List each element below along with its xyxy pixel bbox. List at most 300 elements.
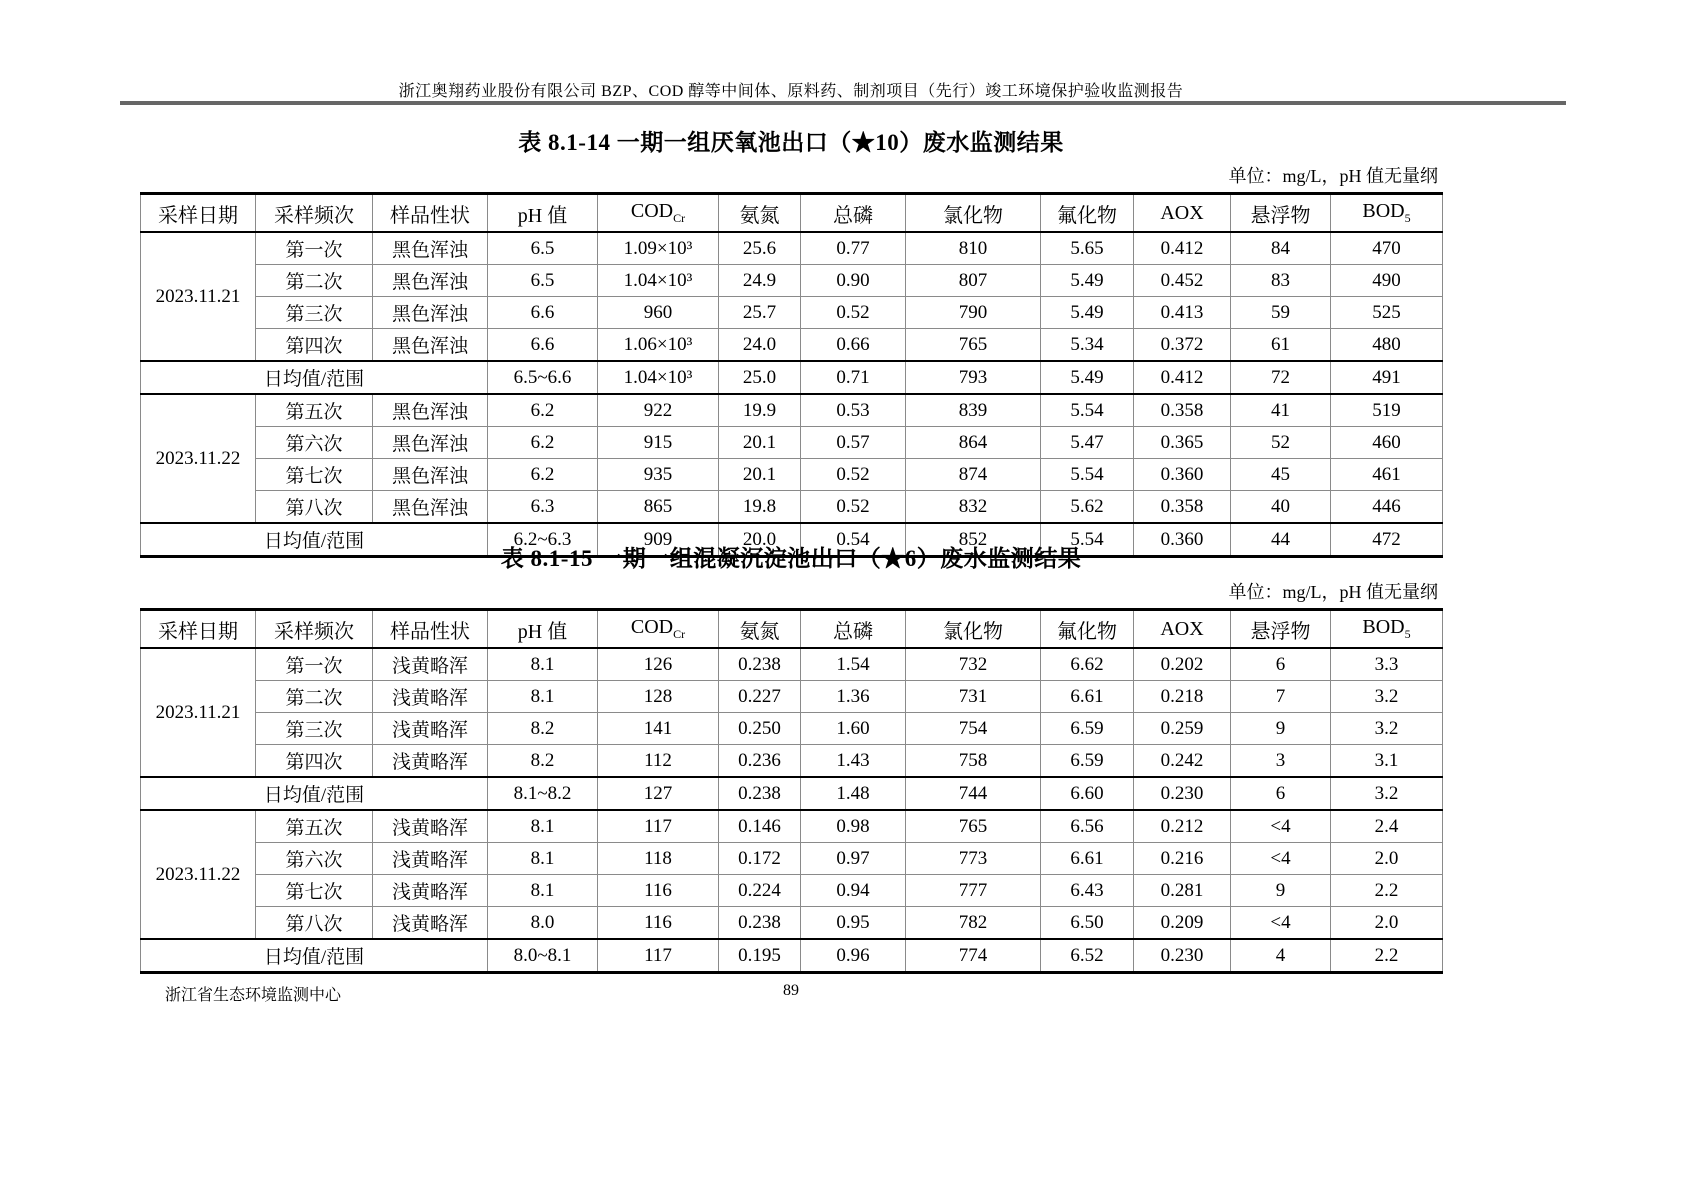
- value-cell: 黑色浑浊: [373, 491, 488, 524]
- value-cell: 0.202: [1134, 648, 1231, 681]
- footer-organization: 浙江省生态环境监测中心: [165, 987, 342, 1004]
- value-cell: 472: [1331, 523, 1443, 557]
- table1-unit-note: 单位：mg/L，pH 值无量纲: [1228, 166, 1438, 186]
- column-header: [141, 194, 256, 233]
- table-8-1-14-section: [140, 124, 1442, 558]
- value-cell: 461: [1331, 459, 1443, 491]
- value-cell: 0.94: [801, 875, 906, 907]
- value-cell: 浅黄略浑: [373, 907, 488, 940]
- column-header: [256, 610, 373, 649]
- column-header: [1134, 194, 1231, 233]
- column-header: [373, 194, 488, 233]
- column-header-label: COD: [630, 200, 674, 222]
- value-cell: 2.0: [1331, 843, 1443, 875]
- value-cell: 116: [598, 907, 719, 940]
- value-cell: 黑色浑浊: [373, 394, 488, 427]
- value-cell: 25.7: [719, 297, 801, 329]
- value-cell: 第二次: [256, 681, 373, 713]
- value-cell: 6.6: [488, 297, 598, 329]
- average-label-cell: 日均值/范围: [141, 777, 488, 810]
- column-header: [488, 610, 598, 649]
- value-cell: 758: [906, 745, 1041, 778]
- average-label-cell: 日均值/范围: [141, 361, 488, 394]
- value-cell: 4: [1231, 939, 1331, 973]
- value-cell: 浅黄略浑: [373, 810, 488, 843]
- value-cell: 8.1~8.2: [488, 777, 598, 810]
- value-cell: 20.0: [719, 523, 801, 557]
- value-cell: 852: [906, 523, 1041, 557]
- value-cell: 765: [906, 810, 1041, 843]
- column-header-label: 氯化物: [943, 620, 1003, 643]
- value-cell: 第二次: [256, 265, 373, 297]
- value-cell: 6.62: [1041, 648, 1134, 681]
- wastewater-monitoring-table-2: [140, 608, 1443, 974]
- value-cell: 0.224: [719, 875, 801, 907]
- sample-row: [141, 427, 1443, 459]
- value-cell: 6.5: [488, 232, 598, 265]
- value-cell: 491: [1331, 361, 1443, 394]
- value-cell: 116: [598, 875, 719, 907]
- column-header-label: 氯化物: [943, 204, 1003, 227]
- value-cell: 6: [1231, 648, 1331, 681]
- page-number: 89: [783, 982, 799, 999]
- value-cell: 3.2: [1331, 681, 1443, 713]
- average-label-cell: 日均值/范围: [141, 523, 488, 557]
- sample-row: [141, 713, 1443, 745]
- value-cell: 第七次: [256, 875, 373, 907]
- value-cell: 5.47: [1041, 427, 1134, 459]
- value-cell: <4: [1231, 810, 1331, 843]
- column-header-label: 氨氮: [739, 620, 780, 643]
- value-cell: 45: [1231, 459, 1331, 491]
- sample-row: [141, 810, 1443, 843]
- column-header-label: BOD: [1362, 200, 1405, 222]
- value-cell: 2.0: [1331, 907, 1443, 940]
- value-cell: 8.1: [488, 810, 598, 843]
- column-header-label: pH 值: [517, 204, 568, 227]
- value-cell: 5.54: [1041, 459, 1134, 491]
- value-cell: 1.60: [801, 713, 906, 745]
- value-cell: 0.77: [801, 232, 906, 265]
- value-cell: 25.6: [719, 232, 801, 265]
- value-cell: 128: [598, 681, 719, 713]
- value-cell: 0.413: [1134, 297, 1231, 329]
- value-cell: 0.95: [801, 907, 906, 940]
- daily-average-row: [141, 361, 1443, 394]
- value-cell: 83: [1231, 265, 1331, 297]
- value-cell: 0.358: [1134, 491, 1231, 524]
- value-cell: 1.04×10³: [598, 265, 719, 297]
- value-cell: 765: [906, 329, 1041, 362]
- sampling-date-cell: 2023.11.22: [141, 394, 256, 523]
- table2-unit-note: 单位：mg/L，pH 值无量纲: [1228, 582, 1438, 602]
- sample-row: [141, 648, 1443, 681]
- value-cell: 6.43: [1041, 875, 1134, 907]
- column-header: [373, 610, 488, 649]
- value-cell: 0.195: [719, 939, 801, 973]
- value-cell: 525: [1331, 297, 1443, 329]
- column-header-label: 采样日期: [158, 620, 238, 643]
- value-cell: 3.1: [1331, 745, 1443, 778]
- value-cell: 5.62: [1041, 491, 1134, 524]
- value-cell: 0.52: [801, 297, 906, 329]
- value-cell: 2.2: [1331, 939, 1443, 973]
- value-cell: 3.3: [1331, 648, 1443, 681]
- value-cell: 0.250: [719, 713, 801, 745]
- value-cell: 8.1: [488, 875, 598, 907]
- value-cell: 0.96: [801, 939, 906, 973]
- value-cell: 832: [906, 491, 1041, 524]
- value-cell: 6.6: [488, 329, 598, 362]
- column-header: [598, 194, 719, 233]
- value-cell: 8.0~8.1: [488, 939, 598, 973]
- value-cell: 2.4: [1331, 810, 1443, 843]
- value-cell: 0.227: [719, 681, 801, 713]
- value-cell: 126: [598, 648, 719, 681]
- value-cell: 519: [1331, 394, 1443, 427]
- column-header-label: AOX: [1160, 617, 1204, 640]
- value-cell: 6.2: [488, 394, 598, 427]
- value-cell: 0.218: [1134, 681, 1231, 713]
- value-cell: 25.0: [719, 361, 801, 394]
- value-cell: 黑色浑浊: [373, 329, 488, 362]
- value-cell: 874: [906, 459, 1041, 491]
- column-header-label: 采样频次: [274, 620, 354, 643]
- value-cell: 第五次: [256, 810, 373, 843]
- value-cell: 0.98: [801, 810, 906, 843]
- value-cell: 5.49: [1041, 361, 1134, 394]
- value-cell: 5.54: [1041, 394, 1134, 427]
- value-cell: 1.04×10³: [598, 361, 719, 394]
- value-cell: 第八次: [256, 907, 373, 940]
- value-cell: 7: [1231, 681, 1331, 713]
- value-cell: 865: [598, 491, 719, 524]
- value-cell: 9: [1231, 713, 1331, 745]
- value-cell: 61: [1231, 329, 1331, 362]
- value-cell: 24.9: [719, 265, 801, 297]
- value-cell: 6.60: [1041, 777, 1134, 810]
- value-cell: 8.2: [488, 745, 598, 778]
- column-header: [719, 610, 801, 649]
- value-cell: 117: [598, 810, 719, 843]
- value-cell: 第六次: [256, 843, 373, 875]
- value-cell: 446: [1331, 491, 1443, 524]
- value-cell: 0.146: [719, 810, 801, 843]
- value-cell: 807: [906, 265, 1041, 297]
- value-cell: 0.216: [1134, 843, 1231, 875]
- value-cell: 2.2: [1331, 875, 1443, 907]
- value-cell: 0.212: [1134, 810, 1231, 843]
- column-header: [1231, 610, 1331, 649]
- value-cell: 909: [598, 523, 719, 557]
- value-cell: 732: [906, 648, 1041, 681]
- value-cell: 0.238: [719, 907, 801, 940]
- value-cell: 第三次: [256, 297, 373, 329]
- value-cell: 744: [906, 777, 1041, 810]
- column-header: [256, 194, 373, 233]
- sample-row: [141, 491, 1443, 524]
- value-cell: 19.8: [719, 491, 801, 524]
- value-cell: 6.50: [1041, 907, 1134, 940]
- value-cell: 112: [598, 745, 719, 778]
- value-cell: 20.1: [719, 459, 801, 491]
- sample-row: [141, 297, 1443, 329]
- value-cell: 0.71: [801, 361, 906, 394]
- value-cell: 6.52: [1041, 939, 1134, 973]
- value-cell: 6.59: [1041, 713, 1134, 745]
- value-cell: 127: [598, 777, 719, 810]
- value-cell: 6.2~6.3: [488, 523, 598, 557]
- value-cell: 731: [906, 681, 1041, 713]
- value-cell: 1.43: [801, 745, 906, 778]
- column-header-label: 总磷: [833, 620, 873, 643]
- value-cell: 0.66: [801, 329, 906, 362]
- value-cell: 0.54: [801, 523, 906, 557]
- sample-row: [141, 232, 1443, 265]
- value-cell: 0.372: [1134, 329, 1231, 362]
- value-cell: <4: [1231, 907, 1331, 940]
- value-cell: 24.0: [719, 329, 801, 362]
- column-header: [1041, 194, 1134, 233]
- value-cell: 第四次: [256, 745, 373, 778]
- value-cell: 浅黄略浑: [373, 681, 488, 713]
- column-header-row: [141, 610, 1443, 649]
- value-cell: 第八次: [256, 491, 373, 524]
- value-cell: 0.230: [1134, 939, 1231, 973]
- value-cell: 黑色浑浊: [373, 265, 488, 297]
- value-cell: 第三次: [256, 713, 373, 745]
- value-cell: 0.412: [1134, 232, 1231, 265]
- sample-row: [141, 907, 1443, 940]
- value-cell: 0.209: [1134, 907, 1231, 940]
- column-header: [906, 194, 1041, 233]
- value-cell: 44: [1231, 523, 1331, 557]
- value-cell: 118: [598, 843, 719, 875]
- daily-average-row: [141, 939, 1443, 973]
- column-header-label: 氟化物: [1057, 204, 1117, 227]
- value-cell: 1.48: [801, 777, 906, 810]
- value-cell: 0.259: [1134, 713, 1231, 745]
- value-cell: 20.1: [719, 427, 801, 459]
- value-cell: 0.52: [801, 491, 906, 524]
- column-header-label: COD: [630, 616, 674, 638]
- value-cell: 6.3: [488, 491, 598, 524]
- value-cell: 922: [598, 394, 719, 427]
- column-header: [1231, 194, 1331, 233]
- value-cell: 0.236: [719, 745, 801, 778]
- column-header: [906, 610, 1041, 649]
- value-cell: 960: [598, 297, 719, 329]
- value-cell: 黑色浑浊: [373, 427, 488, 459]
- sampling-date-cell: 2023.11.22: [141, 810, 256, 939]
- value-cell: 59: [1231, 297, 1331, 329]
- value-cell: 5.65: [1041, 232, 1134, 265]
- column-header: [598, 610, 719, 649]
- value-cell: 810: [906, 232, 1041, 265]
- value-cell: 0.360: [1134, 459, 1231, 491]
- column-header-label: 采样频次: [274, 204, 354, 227]
- value-cell: 8.1: [488, 843, 598, 875]
- value-cell: 117: [598, 939, 719, 973]
- sample-row: [141, 745, 1443, 778]
- column-header: [1041, 610, 1134, 649]
- value-cell: 5.49: [1041, 265, 1134, 297]
- value-cell: 0.238: [719, 648, 801, 681]
- value-cell: 1.09×10³: [598, 232, 719, 265]
- column-header-label: 氨氮: [739, 204, 780, 227]
- column-header: [801, 610, 906, 649]
- value-cell: 0.172: [719, 843, 801, 875]
- value-cell: 0.412: [1134, 361, 1231, 394]
- value-cell: 0.230: [1134, 777, 1231, 810]
- value-cell: 490: [1331, 265, 1443, 297]
- value-cell: 0.242: [1134, 745, 1231, 778]
- column-header-label: BOD: [1362, 616, 1405, 638]
- sample-row: [141, 329, 1443, 362]
- value-cell: 6.5: [488, 265, 598, 297]
- value-cell: 19.9: [719, 394, 801, 427]
- value-cell: 第一次: [256, 648, 373, 681]
- value-cell: 6.61: [1041, 681, 1134, 713]
- value-cell: 0.452: [1134, 265, 1231, 297]
- value-cell: 72: [1231, 361, 1331, 394]
- sample-row: [141, 875, 1443, 907]
- value-cell: 864: [906, 427, 1041, 459]
- value-cell: 6.61: [1041, 843, 1134, 875]
- average-label-cell: 日均值/范围: [141, 939, 488, 973]
- value-cell: 9: [1231, 875, 1331, 907]
- column-header-label: 采样日期: [158, 204, 238, 227]
- value-cell: 6.2: [488, 427, 598, 459]
- sample-row: [141, 394, 1443, 427]
- page-footer: [140, 982, 1442, 1004]
- value-cell: 第六次: [256, 427, 373, 459]
- value-cell: 6.56: [1041, 810, 1134, 843]
- value-cell: 0.97: [801, 843, 906, 875]
- table1-title: 表 8.1-14 一期一组厌氧池出口（★10）废水监测结果: [518, 130, 1064, 155]
- column-header-label: 总磷: [833, 204, 873, 227]
- value-cell: 0.53: [801, 394, 906, 427]
- value-cell: 浅黄略浑: [373, 713, 488, 745]
- value-cell: 浅黄略浑: [373, 875, 488, 907]
- sampling-date-cell: 2023.11.21: [141, 648, 256, 777]
- value-cell: 黑色浑浊: [373, 232, 488, 265]
- sample-row: [141, 265, 1443, 297]
- value-cell: 777: [906, 875, 1041, 907]
- column-header-subscript: 5: [1404, 627, 1411, 641]
- daily-average-row: [141, 777, 1443, 810]
- column-header-label: 悬浮物: [1250, 204, 1311, 227]
- column-header-label: 样品性状: [390, 620, 470, 643]
- value-cell: 第七次: [256, 459, 373, 491]
- value-cell: 1.54: [801, 648, 906, 681]
- value-cell: 793: [906, 361, 1041, 394]
- value-cell: 6.5~6.6: [488, 361, 598, 394]
- value-cell: 40: [1231, 491, 1331, 524]
- value-cell: 5.34: [1041, 329, 1134, 362]
- value-cell: 0.238: [719, 777, 801, 810]
- value-cell: 470: [1331, 232, 1443, 265]
- value-cell: 52: [1231, 427, 1331, 459]
- column-header-subscript: Cr: [673, 627, 686, 641]
- value-cell: 5.49: [1041, 297, 1134, 329]
- value-cell: 41: [1231, 394, 1331, 427]
- column-header-row: [141, 194, 1443, 233]
- value-cell: 浅黄略浑: [373, 745, 488, 778]
- value-cell: <4: [1231, 843, 1331, 875]
- value-cell: 0.57: [801, 427, 906, 459]
- table-8-1-15-section: [140, 540, 1442, 974]
- value-cell: 浅黄略浑: [373, 648, 488, 681]
- value-cell: 839: [906, 394, 1041, 427]
- value-cell: 6.2: [488, 459, 598, 491]
- value-cell: 0.365: [1134, 427, 1231, 459]
- value-cell: 141: [598, 713, 719, 745]
- value-cell: 8.2: [488, 713, 598, 745]
- value-cell: 3.2: [1331, 777, 1443, 810]
- value-cell: 754: [906, 713, 1041, 745]
- value-cell: 935: [598, 459, 719, 491]
- sampling-date-cell: 2023.11.21: [141, 232, 256, 361]
- column-header-label: AOX: [1160, 201, 1204, 224]
- value-cell: 1.36: [801, 681, 906, 713]
- value-cell: 773: [906, 843, 1041, 875]
- column-header-label: 氟化物: [1057, 620, 1117, 643]
- value-cell: 浅黄略浑: [373, 843, 488, 875]
- value-cell: 第四次: [256, 329, 373, 362]
- value-cell: 782: [906, 907, 1041, 940]
- column-header: [488, 194, 598, 233]
- running-header-title: 浙江奥翔药业股份有限公司 BZP、COD 醇等中间体、原料药、制剂项目（先行）竣工环境保护验收监测报告: [398, 83, 1184, 100]
- value-cell: 774: [906, 939, 1041, 973]
- value-cell: 0.281: [1134, 875, 1231, 907]
- value-cell: 0.52: [801, 459, 906, 491]
- value-cell: 5.54: [1041, 523, 1134, 557]
- value-cell: 第五次: [256, 394, 373, 427]
- value-cell: 8.0: [488, 907, 598, 940]
- value-cell: 6.59: [1041, 745, 1134, 778]
- value-cell: 0.90: [801, 265, 906, 297]
- value-cell: 0.358: [1134, 394, 1231, 427]
- value-cell: 黑色浑浊: [373, 459, 488, 491]
- column-header: [801, 194, 906, 233]
- column-header-label: 样品性状: [390, 204, 470, 227]
- header-divider: [120, 101, 1566, 105]
- value-cell: 790: [906, 297, 1041, 329]
- value-cell: 8.1: [488, 648, 598, 681]
- column-header: [1331, 194, 1443, 233]
- value-cell: 3: [1231, 745, 1331, 778]
- value-cell: 480: [1331, 329, 1443, 362]
- value-cell: 黑色浑浊: [373, 297, 488, 329]
- value-cell: 8.1: [488, 681, 598, 713]
- sample-row: [141, 843, 1443, 875]
- column-header-label: pH 值: [517, 620, 568, 643]
- table2-title: 表 8.1-15 一期一组混凝沉淀池出口（★6）废水监测结果: [500, 546, 1082, 571]
- column-header: [1134, 610, 1231, 649]
- value-cell: 0.360: [1134, 523, 1231, 557]
- value-cell: 1.06×10³: [598, 329, 719, 362]
- column-header: [141, 610, 256, 649]
- sample-row: [141, 459, 1443, 491]
- value-cell: 3.2: [1331, 713, 1443, 745]
- value-cell: 第一次: [256, 232, 373, 265]
- column-header-subscript: Cr: [673, 211, 686, 225]
- value-cell: 6: [1231, 777, 1331, 810]
- sample-row: [141, 681, 1443, 713]
- column-header: [719, 194, 801, 233]
- value-cell: 915: [598, 427, 719, 459]
